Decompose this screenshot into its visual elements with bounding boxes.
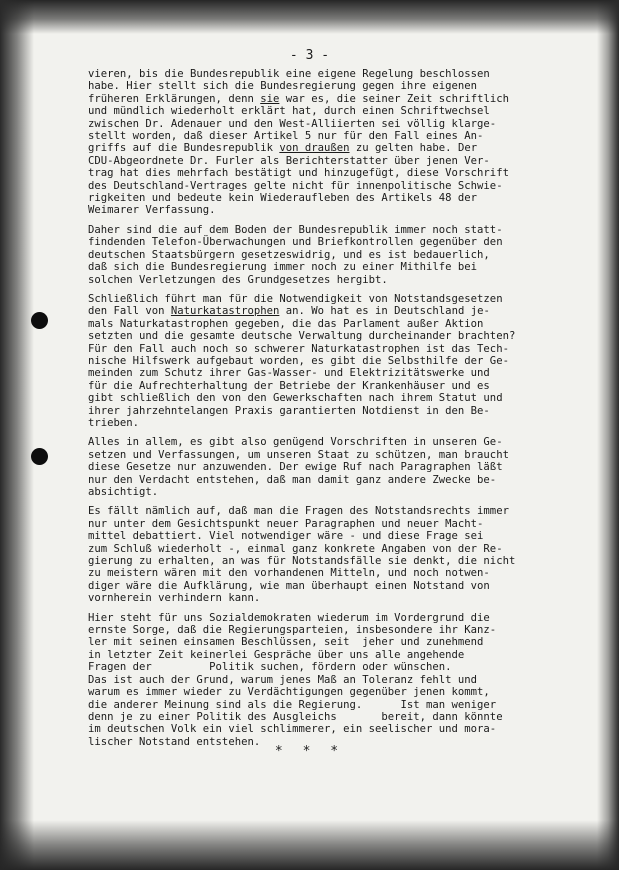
text-line: setzten und die gesamte deutsche Verwaltung durcheinander brachten? xyxy=(88,330,516,343)
text-line: solchen Verletzungen des Grundgesetzes hergibt. xyxy=(88,273,388,286)
scan-edge-top xyxy=(0,0,619,34)
text-line: Daher sind die auf dem Boden der Bundesrepublik immer noch statt- xyxy=(88,223,503,236)
text-line: Schließlich führt man für die Notwendigkeit von Notstandsgesetzen xyxy=(88,292,503,305)
scan-edge-left xyxy=(0,0,34,870)
text-line: absichtigt. xyxy=(88,486,159,498)
text-line: mals Naturkatastrophen gegeben, die das Parlament außer Aktion xyxy=(88,317,484,330)
text-line: nur den Verdacht entstehen, daß man damit ganz andere Zwecke be- xyxy=(88,473,497,486)
closing-mark: * * * xyxy=(274,744,345,759)
text-line: Es fällt nämlich auf, daß man die Fragen des Notstandsrechts immer xyxy=(88,505,509,518)
text-line: mittel debattiert. Viel notwendiger wäre - und diese Frage sei xyxy=(88,530,484,543)
text-line: Fragen der Politik suchen, fördern oder wünschen. xyxy=(88,661,452,674)
text-line: findenden Telefon-Überwachungen und Briefkontrollen gegenüber den xyxy=(88,236,503,249)
paragraph xyxy=(88,68,588,217)
text-line: vornherein verhindern kann. xyxy=(88,592,261,605)
text-line: ler mit seinen einsamen Beschlüssen, seit jeher und zunehmend xyxy=(88,636,484,649)
punch-hole-icon xyxy=(31,448,48,465)
text-line: zu meistern wären mit den vorhandenen Mitteln, und noch notwen- xyxy=(88,567,490,580)
text-line: früheren Erklärungen, denn sie war es, die seiner Zeit schriftlich xyxy=(88,92,509,105)
text-line: warum es immer wieder zu Verdächtigungen gegenüber jenen kommt, xyxy=(88,686,490,699)
text-line: habe. Hier stellt sich die Bundesregierung gegen ihre eigenen xyxy=(88,80,478,93)
text-line: den Fall von Naturkatastrophen an. Wo hat es in Deutschland je- xyxy=(88,305,490,318)
page-number: - 3 - xyxy=(289,48,330,63)
text-line: diese Gesetze nur anzuwenden. Der ewige Ruf nach Paragraphen läßt xyxy=(88,461,503,474)
text-line: nische Hilfswerk aufgebaut worden, es gibt die Selbsthilfe der Ge- xyxy=(88,354,509,367)
text-line: Das ist auch der Grund, warum jenes Maß an Toleranz fehlt und xyxy=(88,673,478,686)
text-line: griffs auf die Bundesrepublik von draußen zu gelten habe. Der xyxy=(88,142,478,155)
body-text xyxy=(88,68,588,755)
text-line: Für den Fall auch noch so schwerer Naturkatastrophen ist das Tech- xyxy=(88,342,509,355)
paragraph xyxy=(88,436,588,498)
text-line: meinden zum Schutz ihrer Gas-Wasser- und Elektrizitätswerke und xyxy=(88,367,490,380)
scan-edge-bottom xyxy=(0,820,619,870)
text-line: trag hat dies mehrfach bestätigt und hinzugefügt, diese Vorschrift xyxy=(88,167,509,180)
text-line: setzen und Verfassungen, um unseren Staat zu schützen, man braucht xyxy=(88,448,509,461)
text-line: gierung zu erhalten, an was für Notstandsfälle sie denkt, die nicht xyxy=(88,555,516,568)
text-line: diger wäre die Aufklärung, wie man überhaupt einen Notstand von xyxy=(88,579,490,592)
text-line: und mündlich wiederholt erklärt hat, durch einen Schriftwechsel xyxy=(88,105,490,118)
text-line: nur unter dem Gesichtspunkt neuer Paragraphen und neuer Macht- xyxy=(88,517,484,530)
text-line: gibt schließlich den von den Gewerkschaften nach ihrem Statut und xyxy=(88,392,503,405)
paragraph xyxy=(88,612,588,748)
text-line: zum Schluß wiederholt -, einmal ganz konkrete Angaben von der Re- xyxy=(88,542,503,555)
text-line: lischer Notstand entstehen. xyxy=(88,735,261,748)
text-line: CDU-Abgeordnete Dr. Furler als Berichterstatter über jenen Ver- xyxy=(88,154,490,167)
paragraph xyxy=(88,224,588,286)
text-line: Weimarer Verfassung. xyxy=(88,204,216,217)
paragraph xyxy=(88,505,588,604)
text-line: denn je zu einer Politik des Ausgleichs bereit, dann könnte xyxy=(88,710,503,723)
text-line: zwischen Dr. Adenauer und den West-Alliierten sei völlig klarge- xyxy=(88,117,497,130)
text-line: Alles in allem, es gibt also genügend Vorschriften in unseren Ge- xyxy=(88,436,503,449)
text-line: des Deutschland-Vertrages gelte nicht für innenpolitische Schwie- xyxy=(88,179,503,192)
text-line: im deutschen Volk ein viel schlimmerer, ein seelischer und mora- xyxy=(88,723,497,736)
text-line: ernste Sorge, daß die Regierungsparteien, insbesondere ihr Kanz- xyxy=(88,624,497,637)
text-line: rigkeiten und bedeute kein Wiederaufleben des Artikels 48 der xyxy=(88,192,478,205)
paragraph xyxy=(88,293,588,429)
text-line: daß sich die Bundesregierung immer noch zu einer Mithilfe bei xyxy=(88,261,478,274)
text-line: ihrer jahrzehntelangen Praxis garantierten Notdienst in den Be- xyxy=(88,404,490,417)
text-line: stellt worden, daß dieser Artikel 5 nur für den Fall eines An- xyxy=(88,130,484,143)
text-line: für die Aufrechterhaltung der Betriebe der Krankenhäuser und es xyxy=(88,379,490,392)
scan-edge-right xyxy=(597,0,619,870)
text-line: vieren, bis die Bundesrepublik eine eigene Regelung beschlossen xyxy=(88,68,490,80)
text-line: deutschen Staatsbürgern gesetzeswidrig, und es ist bedauerlich, xyxy=(88,248,490,261)
text-line: trieben. xyxy=(88,416,140,429)
punch-hole-icon xyxy=(31,312,48,329)
text-line: die anderer Meinung sind als die Regierung. Ist man weniger xyxy=(88,698,497,711)
text-line: Hier steht für uns Sozialdemokraten wiederum im Vordergrund die xyxy=(88,611,490,624)
text-line: in letzter Zeit keinerlei Gespräche über uns alle angehende xyxy=(88,648,465,661)
